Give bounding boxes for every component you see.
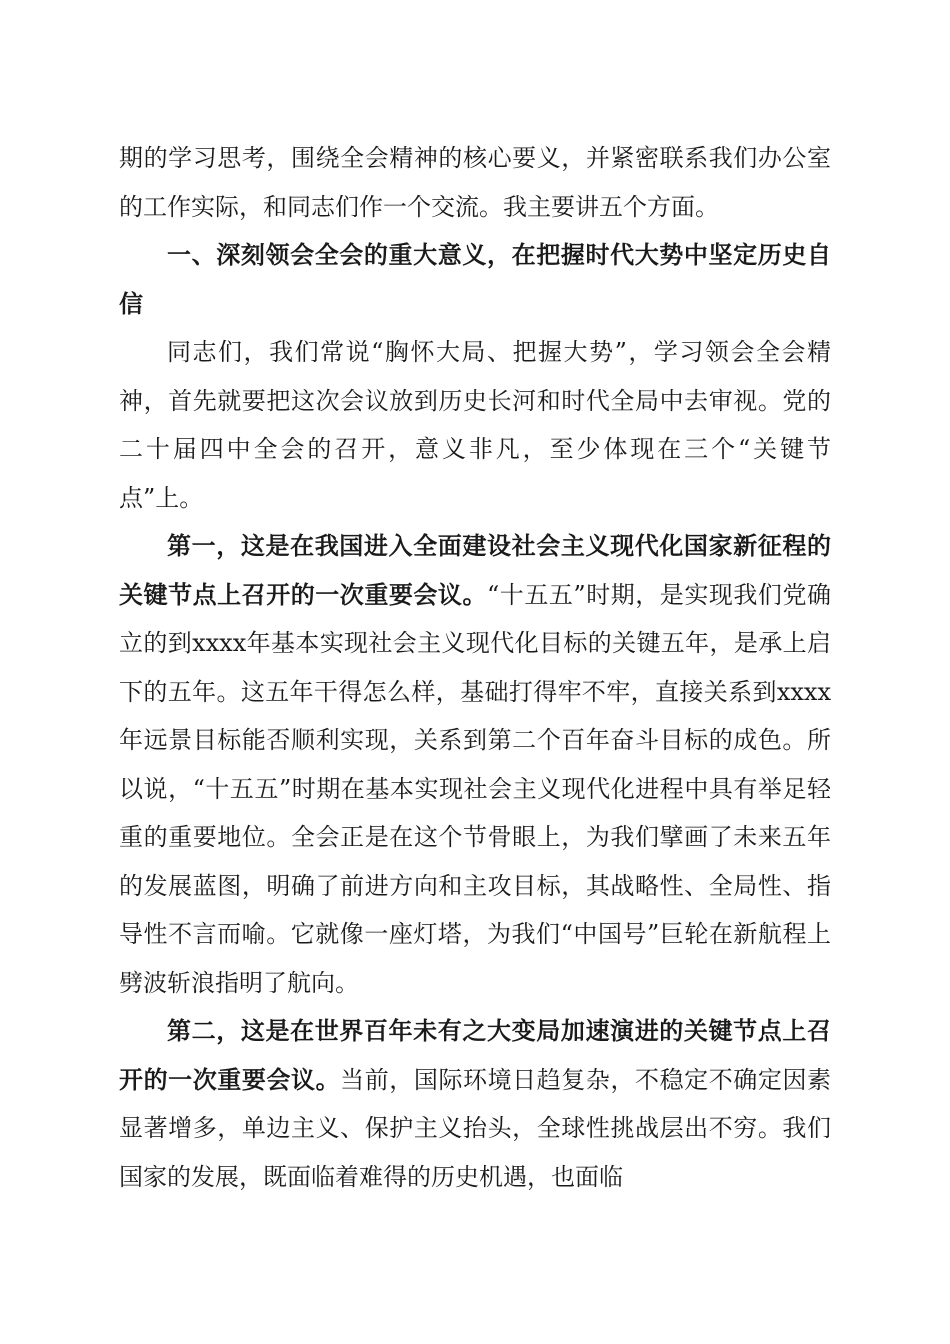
document-body [119,134,831,1201]
point-1-paragraph [119,522,831,1007]
point-2-body: 当前，国际环境日趋复杂，不稳定不确定因素显著增多，单边主义、保护主义抬头，全球性挑战层出不穷。我们国家的发展，既面临着难得的历史机遇，也面临 [119,1065,832,1191]
point-2-lead: 第二，这是在世界百年未有之大变局加速演进的关键节点上召开的一次重要会议。 [119,1016,831,1094]
section-heading-1: 一、深刻领会全会的重大意义，在把握时代大势中坚定历史自信 [119,241,831,318]
point-1-lead: 第一，这是在我国进入全面建设社会主义现代化国家新征程的关键节点上召开的一次重要会议。 [119,531,831,609]
point-1-body: “十五五”时期，是实现我们党确立的到xxxx年基本实现社会主义现代化目标的关键五年，是承上启下的五年。这五年干得怎么样，基础打得牢不牢，直接关系到xxxx年远景目标能否顺利实现，关系到第二个百年奋斗目标的成色。所以说，“十五五”时期在基本实现社会主义现代化进程中具有举足轻重的重要地位。全会正是在这个节骨眼上，为我们擘画了未来五年的发展蓝图，明确了前进方向和主攻目标，其战略性、全局性、指导性不言而喻。它就像一座灯塔，为我们“中国号”巨轮在新航程上劈波斩浪指明了航向。 [119,580,831,997]
continuation-paragraph: 期的学习思考，围绕全会精神的核心要义，并紧密联系我们办公室的工作实际，和同志们作一个交流。我主要讲五个方面。 [119,144,831,221]
intro-paragraph: 同志们，我们常说“胸怀大局、把握大势”，学习领会全会精神，首先就要把这次会议放到历史长河和时代全局中去审视。党的二十届四中全会的召开，意义非凡，至少体现在三个“关键节点”上。 [119,338,831,512]
point-2-paragraph [119,1007,831,1201]
